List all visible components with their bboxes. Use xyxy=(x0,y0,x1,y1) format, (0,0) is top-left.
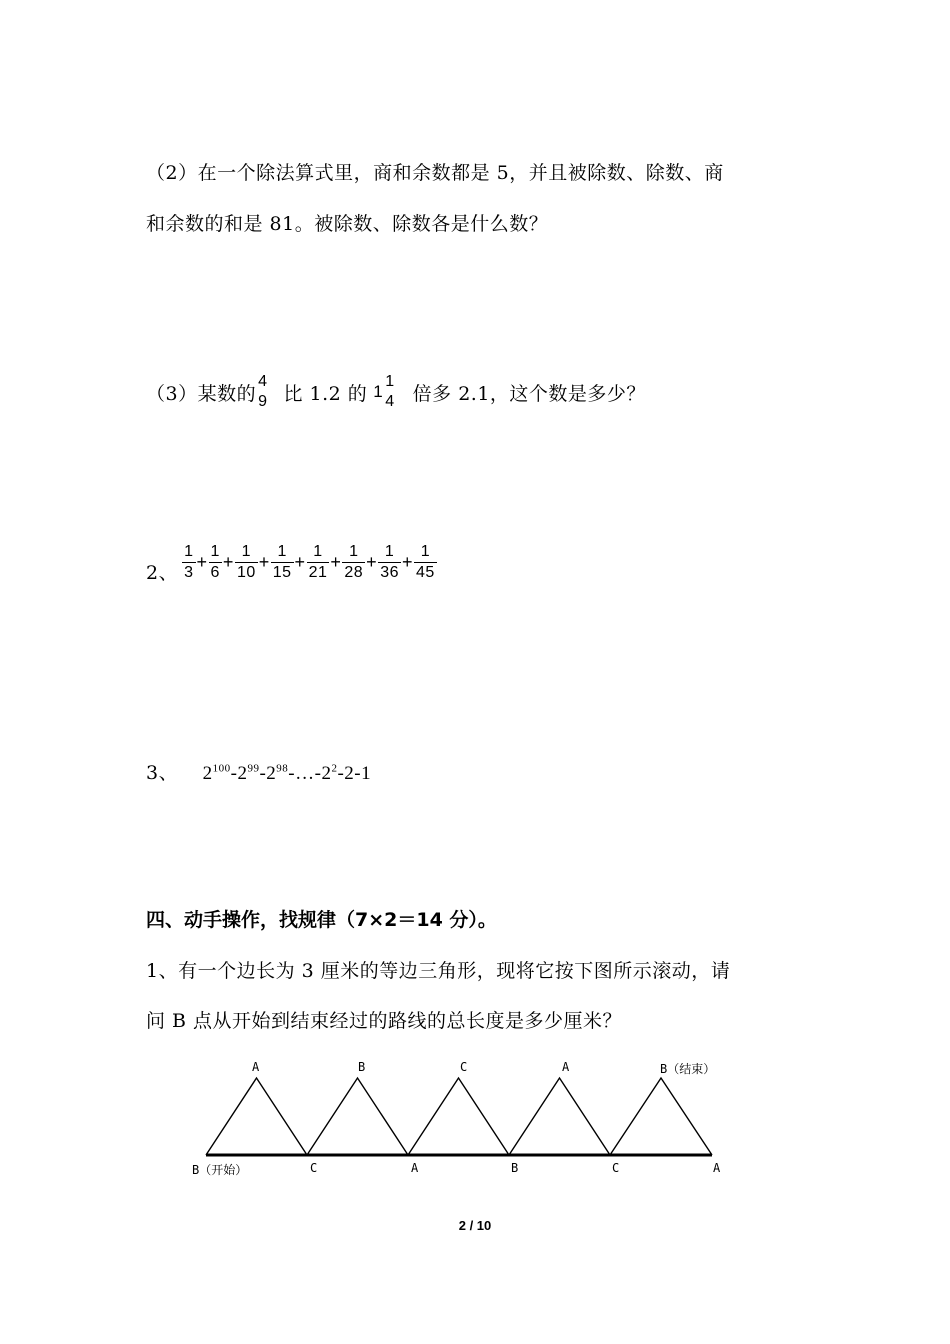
vertex-label-bottom: B（开始） xyxy=(192,1163,248,1177)
fraction-numerator: 1 xyxy=(385,373,395,390)
mixed-number-whole: 1 xyxy=(373,382,384,401)
vertex-label-bottom: A xyxy=(411,1161,419,1175)
problem-2-label: 2、 xyxy=(146,561,179,584)
plus-operator: + xyxy=(258,551,270,572)
fraction-numerator: 1 xyxy=(182,544,195,563)
exponent: 98 xyxy=(276,762,289,775)
question-3-suffix: 倍多 2.1，这个数是多少？ xyxy=(412,382,646,405)
problem-3-label: 3、 xyxy=(146,762,179,784)
triangle-position xyxy=(408,1078,509,1155)
term: -2 xyxy=(230,763,248,784)
fraction-numerator: 1 xyxy=(271,544,294,563)
triangle-position xyxy=(509,1078,610,1155)
section-4-question-1-line-1: 1、有一个边长为 3 厘米的等边三角形，现将它按下图所示滚动，请 xyxy=(146,960,731,982)
vertex-label-top: A xyxy=(562,1060,570,1074)
section-4-heading: 四、动手操作，找规律（7×2＝14 分）。 xyxy=(146,909,497,931)
vertex-label-top: B xyxy=(358,1060,366,1074)
vertex-label-bottom: B xyxy=(511,1161,519,1175)
exponent: 100 xyxy=(212,762,231,775)
plus-operator: + xyxy=(366,551,378,572)
fraction-denominator: 21 xyxy=(308,563,328,581)
term: -…-2 xyxy=(288,763,332,784)
fraction-denominator: 4 xyxy=(385,393,395,410)
fraction-numerator: 1 xyxy=(235,544,258,563)
fraction-denominator: 6 xyxy=(210,563,220,581)
page-number: 2 / 10 xyxy=(458,1218,492,1233)
section-4-question-1-line-2: 问 B 点从开始到结束经过的路线的总长度是多少厘米？ xyxy=(146,1010,623,1032)
exponent: 99 xyxy=(247,762,260,775)
fraction-denominator: 28 xyxy=(344,563,364,581)
vertex-label-bottom: C xyxy=(612,1161,620,1175)
plus-operator: + xyxy=(222,551,234,572)
fraction-numerator: 4 xyxy=(258,373,268,390)
question-3-prefix: （3）某数的 xyxy=(146,382,257,405)
fraction-numerator: 1 xyxy=(378,544,401,563)
exponent: 2 xyxy=(331,762,338,775)
triangle-position xyxy=(610,1078,712,1155)
fraction-denominator: 15 xyxy=(272,563,292,581)
vertex-label-bottom: C xyxy=(310,1161,318,1175)
question-2-line-2: 和余数的和是 81。被除数、除数各是什么数？ xyxy=(146,213,549,235)
term: -2 xyxy=(259,763,277,784)
fraction-denominator: 9 xyxy=(258,393,268,410)
fraction-denominator: 3 xyxy=(184,563,194,581)
fraction-numerator: 1 xyxy=(342,544,365,563)
fraction-denominator: 10 xyxy=(236,563,256,581)
vertex-label-top: A xyxy=(252,1060,260,1074)
fraction-numerator: 1 xyxy=(307,544,330,563)
fraction-denominator: 45 xyxy=(416,563,435,581)
vertex-label-bottom: A xyxy=(713,1161,721,1175)
triangle-position xyxy=(206,1078,307,1155)
question-3-mid: 比 1.2 的 xyxy=(283,382,368,405)
plus-operator: + xyxy=(294,551,306,572)
term: 2 xyxy=(202,763,213,784)
plus-operator: + xyxy=(401,551,413,572)
fraction-numerator: 1 xyxy=(209,544,222,563)
fraction-numerator: 1 xyxy=(414,544,437,563)
term: -2-1 xyxy=(337,763,372,784)
fraction-denominator: 36 xyxy=(380,563,399,581)
triangle-position xyxy=(307,1078,408,1155)
plus-operator: + xyxy=(196,551,208,572)
question-2-line-1: （2）在一个除法算式里，商和余数都是 5，并且被除数、除数、商 xyxy=(146,162,724,184)
vertex-label-top: B（结束） xyxy=(660,1062,716,1076)
vertex-label-top: C xyxy=(460,1060,468,1074)
plus-operator: + xyxy=(330,551,342,572)
